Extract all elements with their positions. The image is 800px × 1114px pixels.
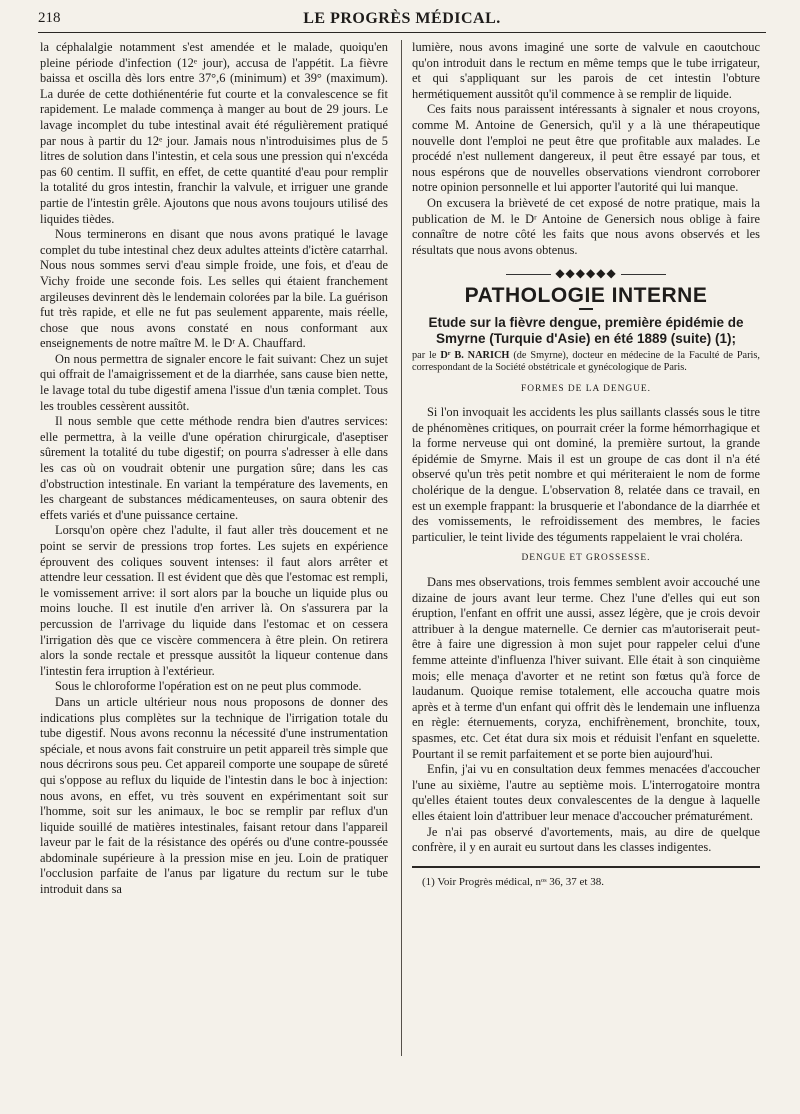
journal-title: LE PROGRÈS MÉDICAL. (303, 10, 501, 27)
left-column (40, 40, 388, 898)
paragraph: Ces faits nous paraissent intéressants à signaler et nous croyons, comme M. Antoine de Genersich, qu'il y a là une thérapeutique nouvelle dont l'emploi ne peut être que profitable aux malades. Le procédé n'est nullement dangereux, il peut être essayé par tous, et nous espérons que de nouvelles observations viendront corroborer notre opinion personnelle et lui apporter l'autorité qui lui manque. (412, 102, 760, 195)
paragraph: lumière, nous avons imaginé une sorte de valvule en caoutchouc qu'on introduit dans le rectum en même temps que le tube irrigateur, et qui s'appliquant sur les parois de cet intestin l'obture hermétiquement aussitôt qu'il commence à se remplir de liquide. (412, 40, 760, 101)
author-name: Dʳ B. NARICH (440, 349, 510, 361)
paragraph: On nous permettra de signaler encore le fait suivant: Chez un sujet qui offrait de l'amaigrissement et de la diarrhée, sans cause bien nette, le lavage total du tube digestif amena l'issue d'un tænia complet. Tous les troubles cessèrent aussitôt. (40, 351, 388, 413)
title-rule (579, 308, 593, 310)
byline (412, 350, 760, 374)
paragraph: Nous terminerons en disant que nous avons pratiqué le lavage complet du tube intestinal chez deux adultes atteints d'ictère catarrhal. Nous nous sommes servi d'eau simple froide, une fois, et d'eau de Vichy froide une seconde fois. Les selles qui étaient franchement argileuses devinrent dès le lendemain colorées par la bile. La guérison fut très rapide, et elle ne fut pas seulement apparente, mais réelle, chose que nous avons constaté en nous conformant aux enseignements de notre maître M. le Dʳ A. Chauffard. (40, 227, 388, 351)
byline-affiliation: (de Smyrne), docteur en médecine de la Faculté de Paris, correspondant de la Société obstétricale et gynécologique de Paris. (412, 349, 760, 373)
paragraph: Sous le chloroforme l'opération est on ne peut plus commode. (55, 679, 362, 694)
article-title: Etude sur la fièvre dengue, première épidémie de Smyrne (Turquie d'Asie) en été 1889 (suite) (1); (428, 314, 744, 346)
subheading: DENGUE ET GROSSESSE. (521, 553, 651, 564)
column-divider (401, 40, 402, 1056)
page-header (38, 6, 766, 33)
page-number: 218 (38, 10, 61, 26)
section-title: PATHOLOGIE INTERNE (464, 283, 708, 307)
paragraph: Si l'on invoquait les accidents les plus saillants classés sous le titre de phénomènes critiques, on pourrait créer la forme hémorrhagique et la forme nerveuse qui ont dominé, la première surtout, la grande épidémie de Smyrne. Mais il est un groupe de cas dont il n'a été observé qu'un très petit nombre et qui mériteraient le nom de forme cholérique de la dengue. L'observation 8, relatée dans ce travail, en est un exemple frappant: la brusquerie et l'abondance de la diarrhée et des vomissements, le refroidissement des membres, le facies particulier, le teint livide des téguments rappelaient le vrai choléra. (412, 405, 760, 544)
footnote: (1) Voir Progrès médical, nᵒˢ 36, 37 et 38. (422, 875, 604, 888)
right-column (412, 40, 760, 889)
paragraph: On excusera la brièveté de cet exposé de notre pratique, mais la publication de M. le Dʳ Antoine de Genersich nous oblige à faire connaître de notre côté les faits que nous avons observés et les résultats que nous avons obtenus. (412, 195, 760, 257)
byline-prefix: par le (412, 349, 437, 361)
subheading: FORMES DE LA DENGUE. (521, 383, 651, 394)
paragraph: Je n'ai pas observé d'avortements, mais, au dire de quelque confrère, il y en aurait eu surtout dans les classes indigentes. (412, 824, 760, 855)
paragraph: Enfin, j'ai vu en consultation deux femmes menacées d'accoucher l'une au sixième, l'autre au septième mois. L'interrogatoire montra qu'elles étaient toutes deux convalescentes de la dengue à laquelle elles étaient loin d'attribuer leur menace d'accoucher prématurément. (412, 762, 760, 823)
paragraph: Lorsqu'on opère chez l'adulte, il faut aller très doucement et ne point se servir de pressions trop fortes. Les sujets en expérience éprouvent des coliques souvent intenses: il faut alors arrêter et attendre leur cessation. Il est évident que dès que l'estomac est rempli, le vomissement arrive: il sort alors par la bouche un liquide plus ou moins louche. Il est inutile d'en arriver là. On s'assurera par la percussion de l'arrivage du liquide dans l'estomac et on cessera l'irrigation dès que ce viscère commencera à être plein. On retirera alors la sonde rectale et pressque aussitôt la liqueur contenue dans l'intestin fera irruption à l'extérieur. (40, 523, 388, 678)
paragraph: Dans mes observations, trois femmes semblent avoir accouché une dizaine de jours avant leur terme. Chez l'une d'elles qui eut son éruption, l'enfant en offrit une aussi, assez légère, que je crois devoir attribuer à la dengue maternelle. Ce dernier cas m'autoriserait peut-être à faire une digression à mon sujet pour rappeler celui d'une femme atteinte d'influenza l'hiver suivant. Elle était à son cinquième mois; elle menaça d'avorter et ne retint son fœtus qu'à force de laudanum. Quoique remise totalement, elle accoucha quatre mois après et à terme d'un enfant qui offrit dès le lendemain une influenza en règle: éternuements, coryza, enchifrènement, bronchite, toux, spasmes, etc. Cet état dura six mois et réduisit l'enfant en squelette. Pourtant il se remit parfaitement et se porte bien aujourd'hui. (412, 575, 760, 761)
footnote-rule (412, 866, 760, 868)
paragraph: la céphalalgie notamment s'est amendée et le malade, quoiqu'en pleine période d'infection (12ᵉ jour), accusa de l'appétit. La fièvre baissa et oscilla dès lors entre 37°,6 (minimum) et 39° (maximum). La durée de cette dothiénentérie fut courte et la convalescence se fit rapidement. Le malade commença à manger au bout de 29 jours. Le lavage incomplet du tube intestinal avait été régulièrement pratiqué par nous à partir du 12ᵉ jour. Jamais nous n'introduisimes plus de 5 litres de solution dans l'intestin, et cela sous une pression qui n'excéda pas 60 centim. Il suffit, en effet, de cette quantité d'eau pour remplir la totalité du gros intestin, franchir la valvule, et irriguer une grande partie de l'intestin grêle. Ajoutons que nous avons toujours utilisé des liquides tièdes. (40, 40, 388, 226)
paragraph: Dans un article ultérieur nous nous proposons de donner des indications plus complètes sur la technique de l'irrigation totale du tube digestif. Nous avons reconnu la nécessité d'une instrumentation spéciale, et nous avons fait construire un petit appareil très simple que nous décrirons sous peu. Cet appareil comporte une soupape de sûreté qui s'oppose au reflux du liquide de l'intestin dans le boc à injection: nous avons, en effet, vu très souvent en expérimentant soit sur l'homme, soit sur les animaux, le boc se remplir par reflux d'un liquide souillé de matières intestinales, faisant retour dans l'appareil laveur par le fait de la résistance des opérés ou d'une contre-poussée abdominale supérieure à la pression mise en jeu. Loin de pratiquer l'occlusion parfaite de l'anus par ligature du rectum sur le tube introduit dans sa (40, 694, 388, 897)
section-ornament: ◆◆◆◆◆◆ (412, 266, 760, 282)
paragraph: Il nous semble que cette méthode rendra bien d'autres services: elle permettra, à la veille d'une opération chirurgicale, d'aseptiser sûrement la totalité du tube digestif; on pourra s'adresser à elle dans les cas où on voudrait obtenir une purgation sûre; dans les cas d'obstruction intestinale. En variant la température des lavements, en les chargeant de substances médicamenteuses, on saura obtenir des effets variés et d'une puissance certaine. (40, 414, 388, 522)
